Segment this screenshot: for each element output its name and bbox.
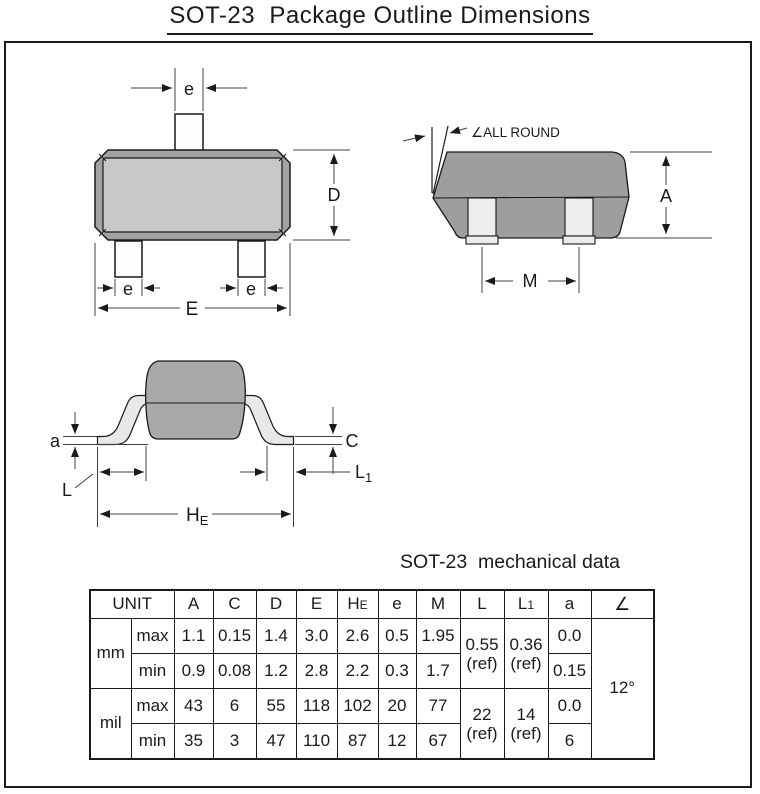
all-round-label: ∠ALL ROUND: [471, 125, 560, 140]
table-row-mil-min: [90, 724, 654, 760]
table-cell: 2.8: [296, 654, 337, 689]
table-row-mil-max: [90, 689, 654, 724]
dim-label-L: L: [61, 480, 73, 500]
table-cell: 1.95: [416, 619, 460, 654]
dim-arrow: [403, 136, 425, 141]
table-cell: 0.0: [548, 619, 591, 654]
unit-mm: mm: [90, 619, 131, 689]
dim-label-HE: $H_E$: [186, 505, 209, 528]
table-cell-L-ref: 0.55 (ref): [460, 619, 504, 689]
table-cell: 102: [337, 689, 378, 724]
unit-mil: mil: [90, 689, 131, 760]
header-D: D: [256, 590, 296, 619]
bound-label: max: [131, 689, 174, 724]
dim-label-E: E: [185, 299, 199, 320]
mechanical-data-table: [89, 589, 655, 760]
header-unit: UNIT: [90, 590, 174, 619]
table-cell: 35: [174, 724, 213, 760]
table-cell: 0.5: [378, 619, 416, 654]
table-cell: 3.0: [296, 619, 337, 654]
pin-foot-right: [563, 236, 595, 244]
pin-3d-right: [565, 198, 593, 236]
lead-left: [98, 396, 153, 445]
package-body-3d: [433, 152, 629, 238]
table-cell: 1.7: [416, 654, 460, 689]
header-C: C: [213, 590, 256, 619]
table-cell: 20: [378, 689, 416, 724]
pin-bottom-left: [115, 241, 142, 277]
dim-label-a: a: [49, 431, 61, 451]
header-HE: HE: [337, 590, 378, 619]
dim-label-L1: $L_1$: [355, 462, 373, 485]
table-cell: 1.1: [174, 619, 213, 654]
table-cell: 3: [213, 724, 256, 760]
dim-label-C: C: [345, 431, 359, 451]
table-cell-L1-ref: 14 (ref): [504, 689, 548, 760]
dim-label-A: A: [659, 186, 673, 206]
dim-label-e-right: e: [245, 279, 257, 299]
header-a: a: [548, 590, 591, 619]
lead-right: [239, 396, 294, 445]
dim-label-d: D: [327, 185, 341, 205]
table-cell: 110: [296, 724, 337, 760]
dim-arrow: [450, 128, 467, 133]
table-cell-L-ref: 22 (ref): [460, 689, 504, 760]
table-cell: 1.4: [256, 619, 296, 654]
table-cell: 2.6: [337, 619, 378, 654]
table-cell: 43: [174, 689, 213, 724]
table-cell: 2.2: [337, 654, 378, 689]
header-L1: L1: [504, 590, 548, 619]
table-cell: 0.9: [174, 654, 213, 689]
table-cell: 77: [416, 689, 460, 724]
table-cell: 118: [296, 689, 337, 724]
table-cell: 6: [548, 724, 591, 760]
table-row-mm-min: [90, 654, 654, 689]
table-cell: 87: [337, 724, 378, 760]
bound-label: max: [131, 619, 174, 654]
table-cell: 67: [416, 724, 460, 760]
package-body-side: [146, 361, 246, 439]
table-row-mm-max: [90, 619, 654, 654]
header-e: e: [378, 590, 416, 619]
table-cell: 1.2: [256, 654, 296, 689]
table-cell: 0.3: [378, 654, 416, 689]
dim-label-M: M: [522, 271, 538, 291]
pin-foot-left: [466, 236, 498, 244]
dim-label-e-top: e: [183, 79, 195, 99]
side-view: [50, 361, 372, 528]
table-cell-L1-ref: 0.36 (ref): [504, 619, 548, 689]
table-header-row: [90, 590, 654, 619]
leader-line: [75, 474, 93, 488]
pin-top: [175, 114, 203, 152]
header-L: L: [460, 590, 504, 619]
package-body-face: [103, 158, 282, 232]
table-cell: 0.0: [548, 689, 591, 724]
table-cell: 55: [256, 689, 296, 724]
table-title: SOT-23 mechanical data: [399, 551, 621, 573]
table-cell: 0.08: [213, 654, 256, 689]
pin-bottom-right: [238, 241, 265, 277]
table-cell: 0.15: [213, 619, 256, 654]
page-title-text: SOT-23 Package Outline Dimensions: [167, 2, 592, 35]
header-angle: ∠: [591, 590, 654, 619]
header-E: E: [296, 590, 337, 619]
table-cell-angle: 12°: [591, 619, 654, 760]
header-A: A: [174, 590, 213, 619]
table-cell: 47: [256, 724, 296, 760]
header-M: M: [416, 590, 460, 619]
bound-label: min: [131, 654, 174, 689]
bound-label: min: [131, 724, 174, 760]
pin-3d-left: [468, 198, 496, 236]
table-cell: 0.15: [548, 654, 591, 689]
dim-label-e-left: e: [122, 279, 134, 299]
front-view: [95, 68, 350, 320]
table-cell: 6: [213, 689, 256, 724]
perspective-view: [403, 125, 712, 293]
table-cell: 12: [378, 724, 416, 760]
